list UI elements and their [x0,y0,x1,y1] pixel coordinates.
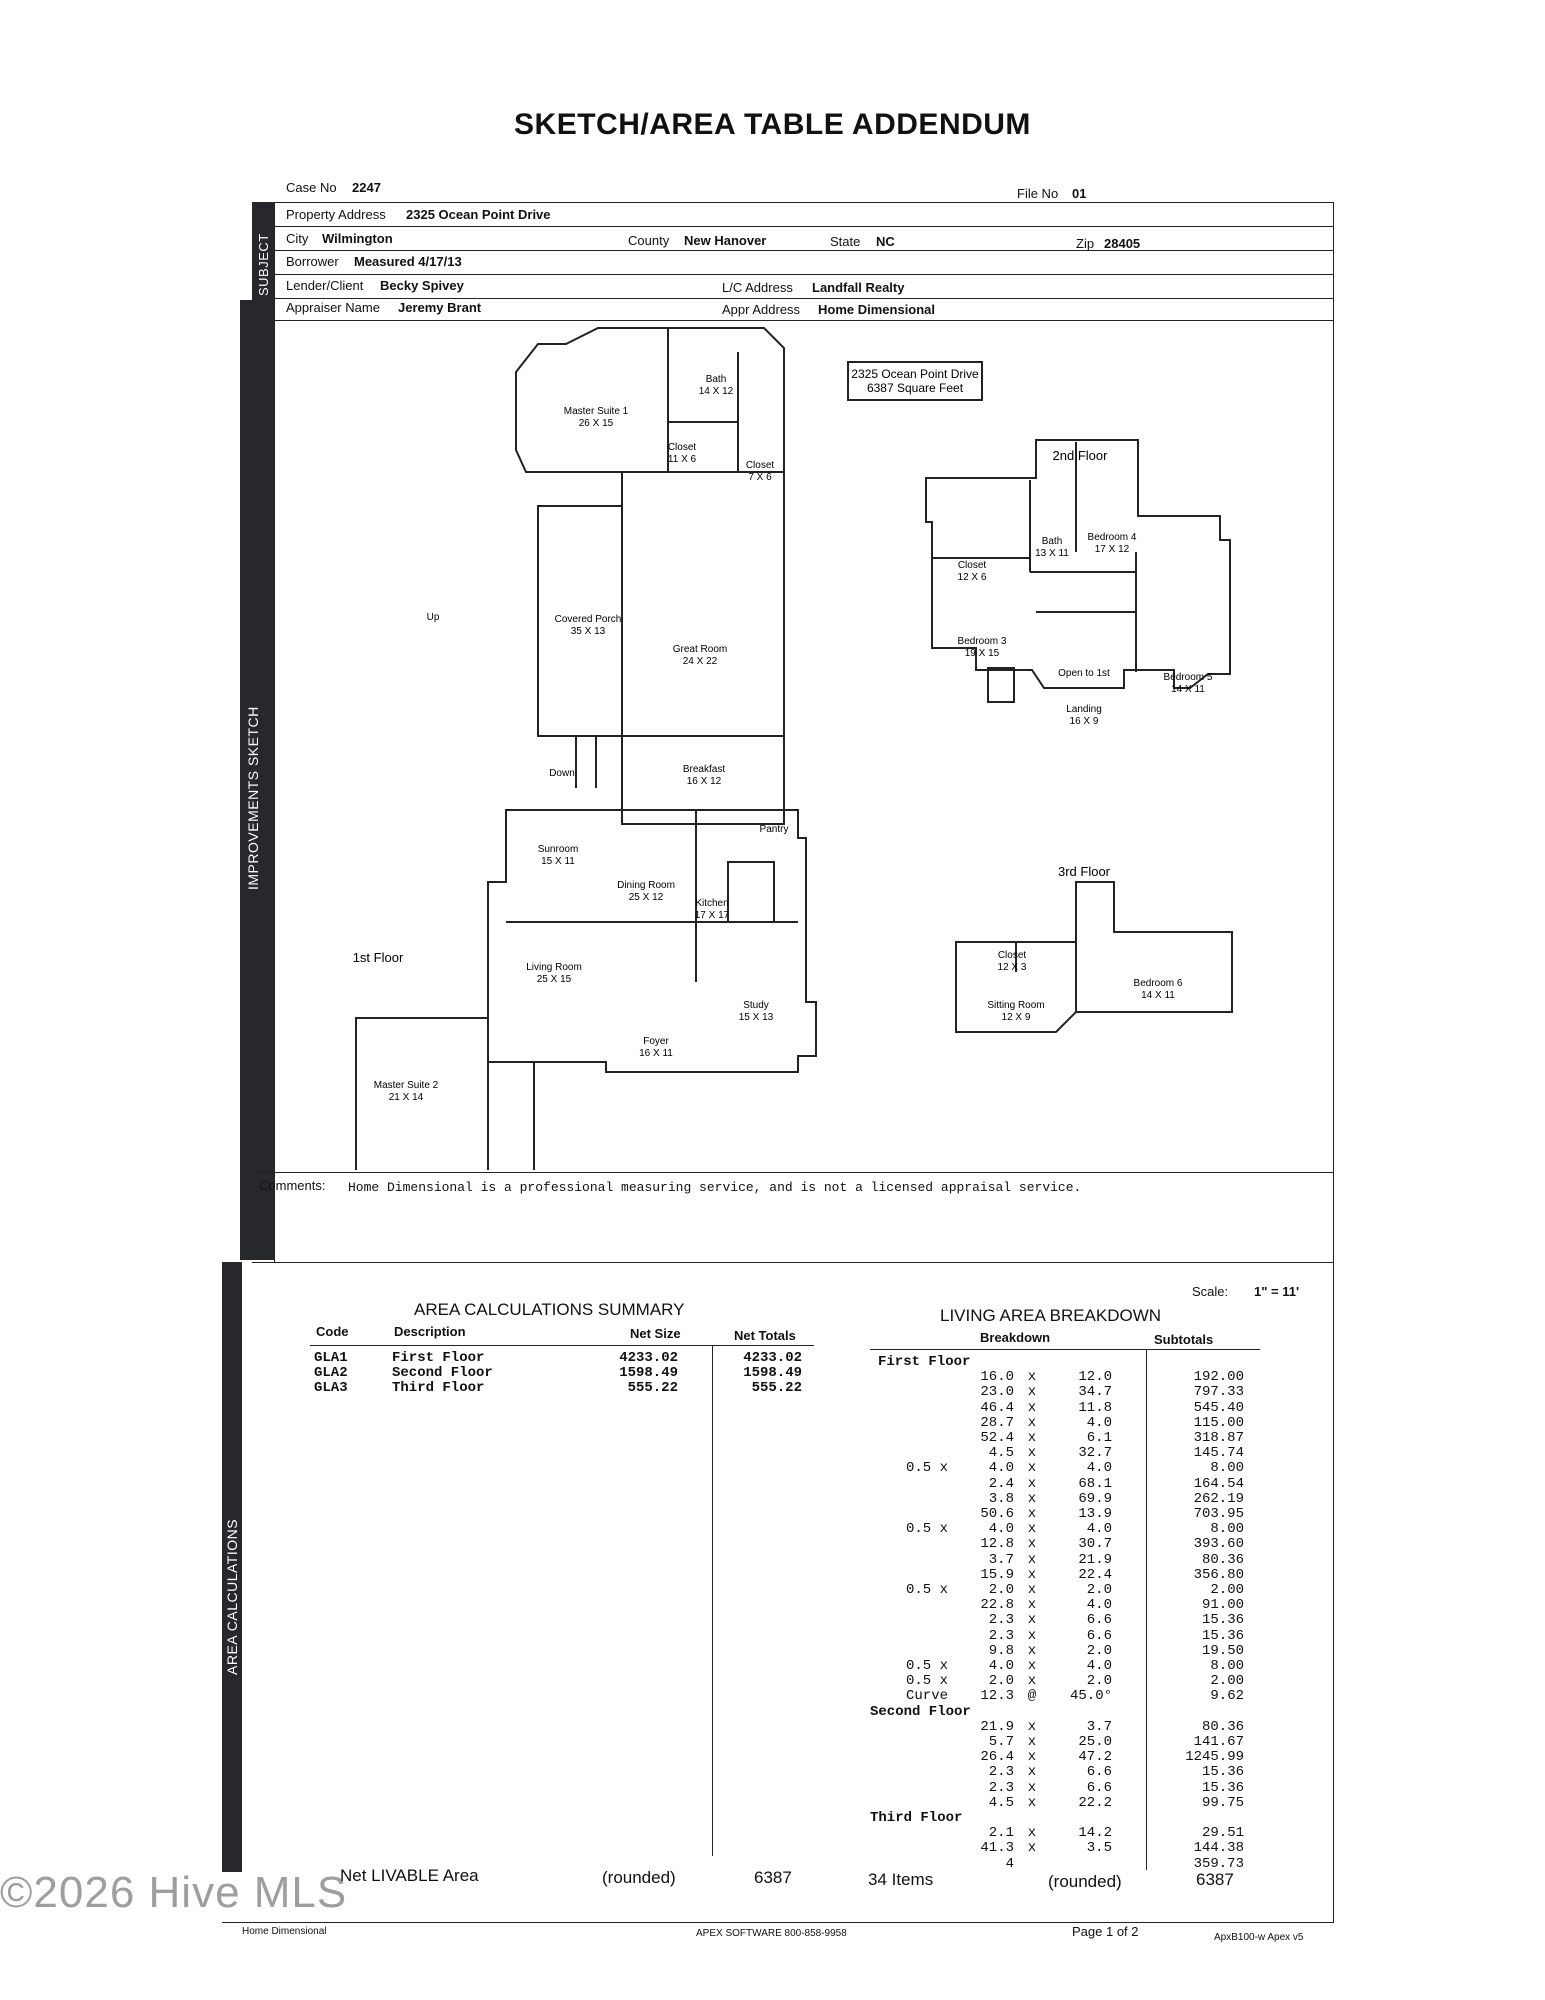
col-desc: Description [394,1324,466,1339]
room-dim: 15 X 11 [541,856,575,867]
breakdown-f: Curve [905,1688,948,1705]
breakdown-sub: 19.50 [1201,1642,1244,1659]
col-net: Net Size [630,1326,681,1341]
breakdown-sub: 145.74 [1193,1445,1244,1462]
room-label: Sitting Room [987,1000,1045,1011]
breakdown-a: 50.6 [980,1506,1014,1522]
net-livable-rounded: (rounded) [602,1868,676,1887]
county: New Hanover [684,233,767,248]
breakdown-sub: 703.95 [1193,1506,1244,1522]
breakdown-a: 2.3 [988,1764,1014,1781]
col-breakdown: Breakdown [980,1330,1051,1345]
open-to-1st-label: Open to 1st [1058,668,1110,679]
room-label: Living Room [526,962,582,973]
room-label: Breakfast [682,764,726,775]
breakdown-sub: 80.36 [1201,1551,1244,1568]
breakdown-sub: 9.62 [1210,1688,1244,1705]
breakdown-op: x [1027,1642,1037,1659]
room-label: Sunroom [537,844,579,855]
breakdown-sub: 144.38 [1193,1840,1244,1857]
breakdown-b: 47.2 [1078,1749,1112,1766]
breakdown-label: Third Floor [870,1810,963,1826]
breakdown-op: x [1027,1673,1037,1690]
breakdown-b: 6.6 [1086,1627,1112,1644]
breakdown-op: x [1027,1475,1037,1492]
breakdown-b: 25.0 [1078,1734,1112,1750]
breakdown-a: 4.5 [988,1445,1014,1462]
floor2-rooms [958,532,1213,727]
breakdown-sub: 2.00 [1210,1582,1244,1598]
city-label: City [286,231,309,246]
breakdown-op: x [1027,1825,1037,1842]
breakdown-sub: 80.36 [1201,1718,1244,1735]
breakdown-b: 2.0 [1086,1582,1112,1598]
breakdown-op: x [1027,1490,1037,1507]
breakdown-sub: 15.36 [1201,1764,1244,1781]
breakdown-f: 0.5 x [905,1521,948,1538]
breakdown-b: 4.0 [1086,1658,1112,1674]
room-dim: 16 X 12 [686,776,722,787]
breakdown-op: x [1027,1764,1037,1781]
breakdown-a: 46.4 [980,1399,1014,1416]
breakdown-op: x [1027,1734,1037,1750]
items-value: 6387 [1196,1870,1234,1889]
breakdown-op: x [1027,1445,1037,1462]
room-label: Closet [745,460,775,471]
breakdown-sub: 356.80 [1193,1566,1244,1583]
zip: 28405 [1104,236,1141,251]
breakdown-b: 22.4 [1078,1566,1112,1583]
room-dim: 14 X 12 [698,386,734,397]
net-livable-label: Net LIVABLE Area [340,1866,479,1885]
breakdown-b: 4.0 [1086,1597,1112,1614]
breakdown-a: 21.9 [980,1718,1014,1735]
breakdown-a: 52.4 [980,1430,1014,1446]
floor-plan-sketch [276,322,1332,1170]
breakdown-sub: 141.67 [1193,1734,1244,1750]
breakdown-op: x [1027,1430,1037,1446]
breakdown-op: x [1027,1399,1037,1416]
breakdown-b: 3.5 [1086,1840,1112,1857]
breakdown-a: 4 [1005,1855,1014,1872]
comments-text: Home Dimensional is a professional measuring service, and is not a licensed appraisal service. [348,1180,1082,1195]
room-dim: 25 X 12 [628,892,664,903]
appr-address-label: Appr Address [722,302,801,317]
breakdown-a: 28.7 [980,1414,1014,1431]
room-label: Closet [997,950,1027,961]
breakdown-b: 13.9 [1078,1506,1112,1522]
appraiser-label: Appraiser Name [286,300,380,315]
pantry-label: Pantry [759,824,789,835]
room-dim: 19 X 15 [964,648,1000,659]
col-code: Code [316,1324,349,1339]
breakdown-f: 0.5 x [905,1460,948,1477]
breakdown-sub: 192.00 [1193,1369,1244,1386]
breakdown-op: x [1027,1414,1037,1431]
room-dim: 25 X 15 [536,974,572,985]
footer-page: Page 1 of 2 [1072,1924,1139,1939]
watermark: ©2026 Hive MLS [0,1868,348,1917]
room-dim: 7 X 6 [748,472,772,483]
room-dim: 21 X 14 [388,1092,424,1103]
room-label: Great Room [672,644,728,655]
breakdown-a: 4.5 [988,1794,1014,1811]
breakdown-b: 2.0 [1086,1642,1112,1659]
room-label: Bedroom 4 [1087,532,1137,543]
breakdown-a: 26.4 [980,1749,1014,1766]
breakdown-a: 2.3 [988,1779,1014,1796]
room-dim: 35 X 13 [570,626,606,637]
city: Wilmington [322,231,393,246]
room-dim: 26 X 15 [578,418,614,429]
breakdown-op: x [1027,1536,1037,1553]
breakdown-sub: 1245.99 [1185,1749,1244,1766]
room-dim: 24 X 22 [682,656,718,667]
breakdown-sub: 359.73 [1193,1855,1244,1872]
room-dim: 13 X 11 [1035,548,1069,559]
breakdown-a: 2.3 [988,1627,1014,1644]
lender-label: Lender/Client [286,278,364,293]
breakdown-label: First Floor [878,1354,971,1370]
room-label: Master Suite 1 [563,406,629,417]
file-no: 01 [1072,186,1087,201]
breakdown-sub: 91.00 [1201,1597,1244,1614]
sidebar-area-calcs-label: AREA CALCULATIONS [224,1518,240,1675]
borrower-label: Borrower [286,254,339,269]
breakdown-a: 2.3 [988,1612,1014,1629]
breakdown-a: 23.0 [980,1384,1014,1401]
breakdown-sub: 8.00 [1210,1460,1244,1477]
net-livable-value: 6387 [754,1868,792,1887]
breakdown-op: x [1027,1582,1037,1598]
breakdown-a: 22.8 [980,1597,1014,1614]
breakdown-a: 16.0 [980,1369,1014,1386]
case-no: 2247 [352,180,381,195]
room-label: Bath [1041,536,1063,547]
lc-address: Landfall Realty [812,280,905,295]
breakdown-b: 22.2 [1078,1794,1112,1811]
breakdown-a: 15.9 [980,1566,1014,1583]
breakdown-b: 2.0 [1086,1673,1112,1690]
breakdown-a: 4.0 [988,1521,1014,1538]
breakdown-op: x [1027,1749,1037,1766]
breakdown-a: 2.0 [988,1673,1014,1690]
breakdown-f: 0.5 x [905,1673,948,1690]
breakdown-b: 4.0 [1086,1414,1112,1431]
breakdown-op: x [1027,1627,1037,1644]
col-subtotals: Subtotals [1154,1332,1214,1347]
footer-right: ApxB100-w Apex v5 [1214,1932,1304,1943]
breakdown-a: 9.8 [988,1642,1014,1659]
room-dim: 14 X 11 [1141,990,1175,1001]
breakdown-b: 12.0 [1078,1369,1112,1386]
sidebar-improvements-label: IMPROVEMENTS SKETCH [245,706,261,890]
breakdown-sub: 164.54 [1193,1475,1244,1492]
room-label: Kitchen [695,898,729,909]
breakdown-b: 6.6 [1086,1779,1112,1796]
breakdown-b: 21.9 [1078,1551,1112,1568]
breakdown-op: x [1027,1566,1037,1583]
breakdown-b: 6.6 [1086,1612,1112,1629]
property-address: 2325 Ocean Point Drive [406,207,551,222]
breakdown-a: 2.0 [988,1582,1014,1598]
room-label: Master Suite 2 [373,1080,439,1091]
room-dim: 16 X 11 [639,1048,673,1059]
breakdown-op: x [1027,1597,1037,1614]
room-label: Bath [705,374,727,385]
breakdown-sub: 393.60 [1193,1536,1244,1553]
breakdown-op: x [1027,1551,1037,1568]
breakdown-sub: 318.87 [1193,1430,1244,1446]
breakdown-op: x [1027,1840,1037,1857]
zip-label: Zip [1076,236,1095,251]
property-address-label: Property Address [286,207,386,222]
room-label: Bedroom 3 [957,636,1007,647]
comments-label: Comments: [259,1178,326,1193]
breakdown-a: 3.7 [988,1551,1014,1568]
breakdown-op: @ [1027,1688,1037,1705]
breakdown-sub: 545.40 [1193,1399,1244,1416]
breakdown-sub: 262.19 [1193,1490,1244,1507]
breakdown-sub: 29.51 [1201,1825,1244,1842]
room-dim: 12 X 9 [1001,1012,1031,1023]
room-dim: 17 X 17 [694,910,730,921]
breakdown-b: 4.0 [1086,1521,1112,1538]
room-dim: 15 X 13 [738,1012,774,1023]
breakdown-a: 41.3 [980,1840,1014,1857]
breakdown-sub: 797.33 [1193,1384,1244,1401]
room-dim: 12 X 6 [957,572,987,583]
living-breakdown-title: LIVING AREA BREAKDOWN [940,1306,1162,1325]
breakdown-b: 32.7 [1078,1445,1112,1462]
items-label: 34 Items [868,1870,934,1889]
breakdown-b: 6.1 [1086,1430,1112,1446]
room-label: Bedroom 6 [1133,978,1183,989]
room-label: Dining Room [617,880,675,891]
room-dim: 16 X 9 [1069,716,1099,727]
footer-left: Home Dimensional [242,1926,327,1937]
breakdown-b: 4.0 [1086,1460,1112,1477]
sketch-box-line1: 2325 Ocean Point Drive [851,367,979,381]
scale-value: 1" = 11' [1254,1284,1300,1299]
breakdown-op: x [1027,1384,1037,1401]
room-dim: 12 X 3 [997,962,1027,973]
breakdown-sub: 115.00 [1193,1414,1244,1431]
floor1-label: 1st Floor [352,950,404,965]
breakdown-a: 2.4 [988,1475,1014,1492]
breakdown-f: 0.5 x [905,1658,948,1674]
file-no-label: File No [1017,186,1059,201]
footer-center: APEX SOFTWARE 800-858-9958 [696,1928,847,1939]
state: NC [876,234,895,249]
breakdown-sub: 15.36 [1201,1612,1244,1629]
breakdown-f: 0.5 x [905,1582,948,1598]
breakdown-b: 6.6 [1086,1764,1112,1781]
breakdown-a: 4.0 [988,1658,1014,1674]
breakdown-sub: 8.00 [1210,1521,1244,1538]
room-dim: 14 X 11 [1171,684,1205,695]
breakdown-op: x [1027,1521,1037,1538]
area-summary-title: AREA CALCULATIONS SUMMARY [414,1300,685,1319]
room-label: Closet [957,560,987,571]
breakdown-op: x [1027,1506,1037,1522]
breakdown-op: x [1027,1612,1037,1629]
breakdown-a: 5.7 [988,1734,1014,1750]
borrower: Measured 4/17/13 [354,254,462,269]
room-dim: 17 X 12 [1094,544,1130,555]
room-label: Study [743,1000,769,1011]
breakdown-a: 12.3 [980,1688,1014,1705]
lc-address-label: L/C Address [722,280,793,295]
breakdown-op: x [1027,1779,1037,1796]
room-label: Foyer [643,1036,669,1047]
breakdown-sub: 2.00 [1210,1673,1244,1690]
breakdown-b: 30.7 [1078,1536,1112,1553]
breakdown-b: 69.9 [1078,1490,1112,1507]
state-label: State [830,234,861,249]
down-label: Down [549,768,575,779]
room-label: Bedroom 5 [1163,672,1213,683]
col-totals: Net Totals [734,1328,796,1343]
breakdown-b: 45.0° [1069,1688,1112,1705]
breakdown-op: x [1027,1369,1037,1386]
sidebar-subject-label: SUBJECT [256,233,271,296]
room-dim: 11 X 6 [667,454,697,465]
breakdown-a: 4.0 [988,1460,1014,1477]
appraiser: Jeremy Brant [398,300,482,315]
breakdown-op: x [1027,1718,1037,1735]
scale-label: Scale: [1192,1284,1229,1299]
breakdown-a: 12.8 [980,1536,1014,1553]
county-label: County [628,233,670,248]
room-label: Closet [667,442,697,453]
up-label: Up [426,612,440,623]
floor2-label: 2nd Floor [1052,448,1108,463]
breakdown-a: 2.1 [988,1825,1014,1842]
breakdown-b: 14.2 [1078,1825,1112,1842]
breakdown-b: 34.7 [1078,1384,1112,1401]
sketch-box-line2: 6387 Square Feet [866,381,964,395]
breakdown-sub: 15.36 [1201,1779,1244,1796]
breakdown-op: x [1027,1794,1037,1811]
floor1-rooms [374,374,789,1103]
case-no-label: Case No [286,180,337,195]
breakdown-sub: 99.75 [1201,1794,1244,1811]
breakdown-b: 68.1 [1078,1475,1112,1492]
breakdown-label: Second Floor [870,1703,971,1720]
breakdown-op: x [1027,1460,1037,1477]
lender: Becky Spivey [380,278,464,293]
breakdown-sub: 8.00 [1210,1658,1244,1674]
breakdown-sub: 15.36 [1201,1627,1244,1644]
breakdown-op: x [1027,1658,1037,1674]
breakdown-b: 11.8 [1078,1399,1112,1416]
page-title: SKETCH/AREA TABLE ADDENDUM [514,108,1031,141]
items-rounded: (rounded) [1048,1872,1122,1891]
breakdown-b: 3.7 [1086,1718,1112,1735]
appr-address: Home Dimensional [818,302,936,317]
room-label: Landing [1066,704,1102,715]
breakdown-a: 3.8 [988,1490,1014,1507]
room-label: Covered Porch [554,614,622,625]
floor3-label: 3rd Floor [1057,864,1111,879]
